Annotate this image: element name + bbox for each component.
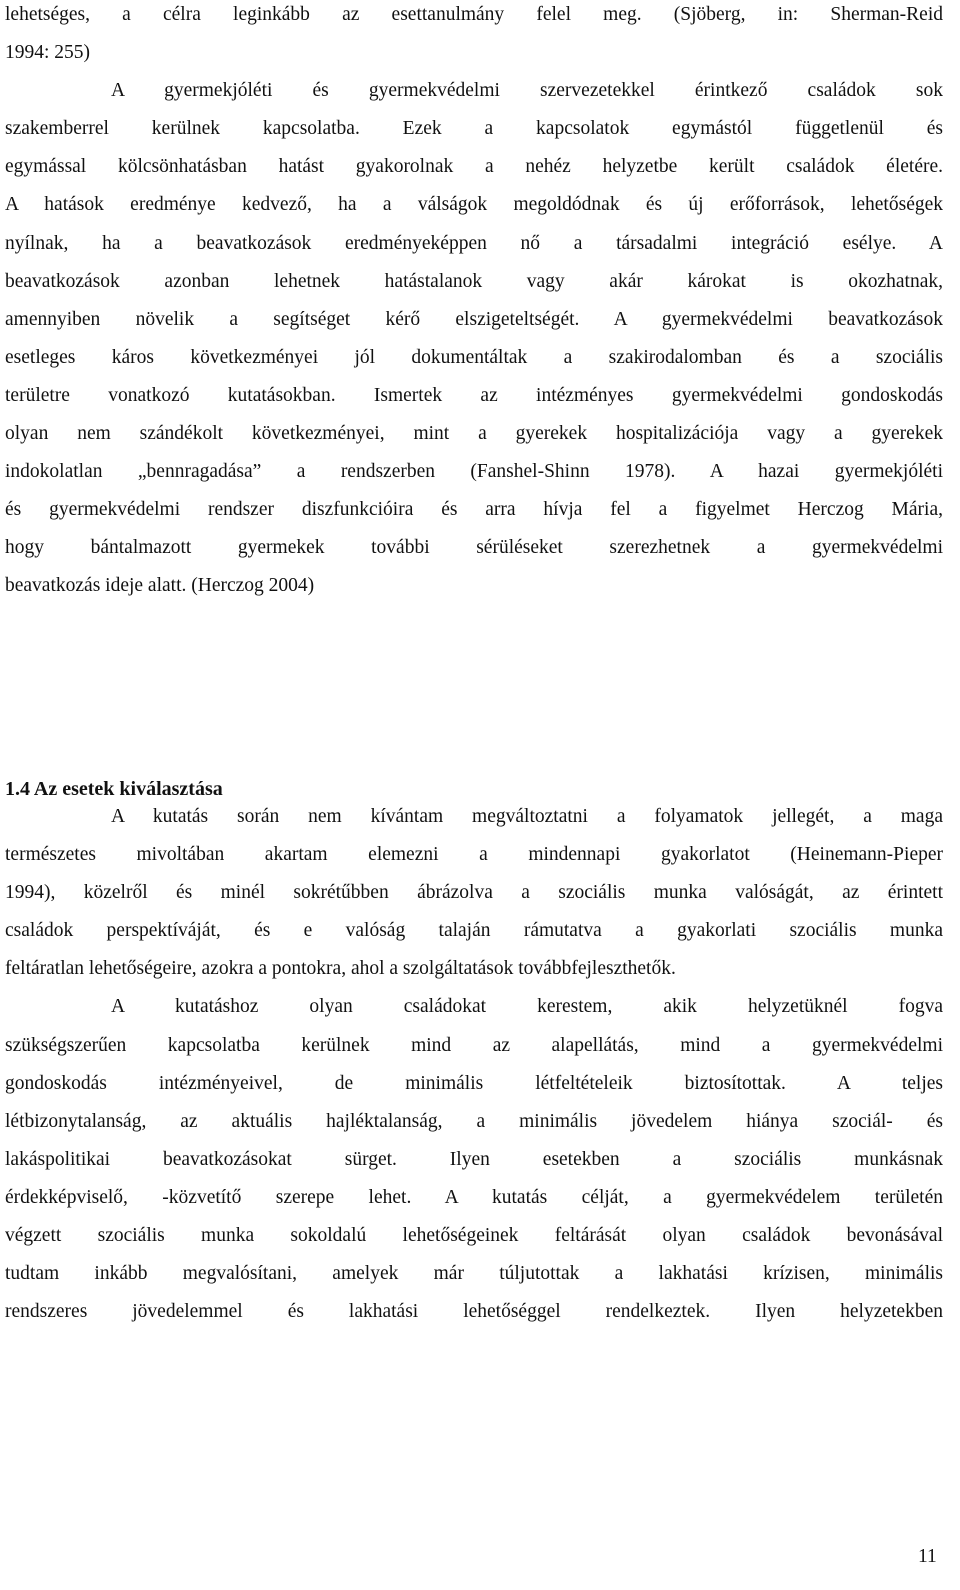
paragraph-block-1 [5, 0, 943, 606]
text-line: 1994), közelről és minél sokrétűbben ábrázolva a szociális munka valóságát, az érintett [5, 882, 943, 904]
text-line: feltáratlan lehetőségeire, azokra a pontokra, ahol a szolgáltatások továbbfejleszthetők. [5, 958, 676, 980]
text-line: és gyermekvédelmi rendszer diszfunkcióira és arra hívja fel a figyelmet Herczog Mária, [5, 499, 943, 521]
text-line: egymással kölcsönhatásban hatást gyakorolnak a nehéz helyzetbe került családok életére. [5, 156, 943, 178]
text-line: családok perspektíváját, és e valóság talaján rámutatva a gyakorlati szociális munka [5, 920, 943, 942]
text-line: hogy bántalmazott gyermekek további sérüléseket szerezhetnek a gyermekvédelmi [5, 537, 943, 559]
text-line: A kutatáshoz olyan családokat kerestem, akik helyzetüknél fogva [111, 996, 943, 1018]
text-line: beavatkozások azonban lehetnek hatástalanok vagy akár károkat is okozhatnak, [5, 270, 943, 292]
section-heading: 1.4 Az esetek kiválasztása [5, 778, 223, 800]
text-line: szükségszerűen kapcsolatba kerülnek mind az alapellátás, mind a gyermekvédelmi [5, 1034, 943, 1056]
text-line: érdekképviselő, -közvetítő szerepe lehet. A kutatás célját, a gyermekvédelem területén [5, 1186, 943, 1208]
text-line: lakáspolitikai beavatkozásokat sürget. Ilyen esetekben a szociális munkásnak [5, 1148, 943, 1170]
text-line: beavatkozás ideje alatt. (Herczog 2004) [5, 575, 315, 597]
text-line: végzett szociális munka sokoldalú lehetőségeinek feltárását olyan családok bevonásával [5, 1225, 943, 1247]
text-line: A gyermekjóléti és gyermekvédelmi szervezetekkel érintkező családok sok [111, 80, 943, 102]
page-number: 11 [918, 1546, 937, 1567]
text-line: szakemberrel kerülnek kapcsolatba. Ezek a kapcsolatok egymástól függetlenül és [5, 118, 943, 140]
text-line: A kutatás során nem kívántam megváltoztatni a folyamatok jellegét, a maga [111, 806, 943, 827]
text-line: természetes mivoltában akartam elemezni a mindennapi gyakorlatot (Heinemann-Pieper [5, 844, 943, 866]
text-line: amennyiben növelik a segítséget kérő elszigeteltségét. A gyermekvédelmi beavatkozások [5, 308, 943, 330]
text-line: A hatások eredménye kedvező, ha a válságok megoldódnak és új erőforrások, lehetőségek [5, 194, 943, 216]
text-line: gondoskodás intézményeivel, de minimális létfeltételeik biztosítottak. A teljes [5, 1072, 943, 1094]
text-line: lehetséges, a célra leginkább az esettanulmány felel meg. (Sjöberg, in: Sherman-Reid [5, 4, 943, 25]
text-line: rendszeres jövedelemmel és lakhatási lehetőséggel rendelkeztek. Ilyen helyzetekben [5, 1301, 943, 1323]
text-line: 1994: 255) [5, 42, 91, 64]
text-line: létbizonytalanság, az aktuális hajléktalanság, a minimális jövedelem hiánya szociál- és [5, 1110, 943, 1132]
text-line: esetleges káros következményei jól dokumentáltak a szakirodalomban és a szociális [5, 346, 943, 368]
text-line: nyílnak, ha a beavatkozások eredményeképpen nő a társadalmi integráció esélye. A [5, 232, 943, 254]
text-line: tudtam inkább megvalósítani, amelyek már túljutottak a lakhatási krízisen, minimális [5, 1263, 943, 1285]
text-line: indokolatlan „bennragadása” a rendszerben (Fanshel-Shinn 1978). A hazai gyermekjóléti [5, 461, 943, 483]
paragraph-block-2 [5, 798, 943, 1331]
text-line: olyan nem szándékolt következményei, mint a gyerekek hospitalizációja vagy a gyerekek [5, 423, 943, 445]
text-line: területre vonatkozó kutatásokban. Ismertek az intézményes gyermekvédelmi gondoskodás [5, 384, 943, 406]
